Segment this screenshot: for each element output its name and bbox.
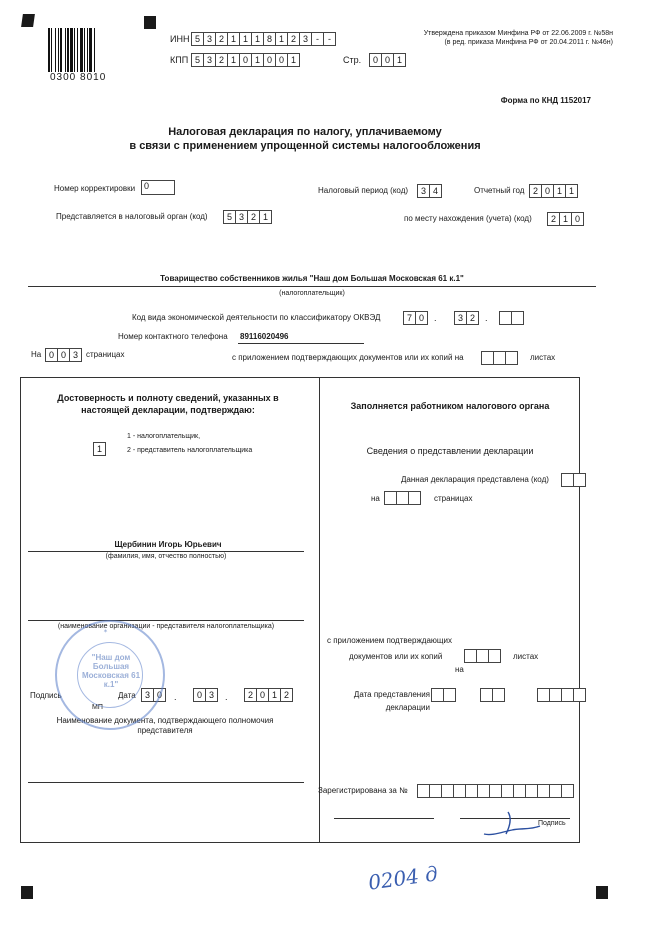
char-cell: 0	[193, 688, 206, 702]
char-cell: 3	[235, 210, 248, 224]
barcode-bar	[70, 28, 73, 72]
char-cell: 5	[191, 53, 204, 67]
report-year-cells	[530, 184, 578, 198]
okved-cells-b	[455, 311, 479, 325]
okved-label: Код вида экономической деятельности по классификатору ОКВЭД	[132, 313, 381, 322]
attach-line-2: документов или их копий	[349, 652, 443, 661]
barcode-number: 0300 8010	[50, 72, 107, 83]
signature-label: Подпись	[30, 691, 62, 700]
org-underline	[28, 620, 304, 621]
barcode-bar	[87, 28, 88, 72]
char-cell: 1	[251, 32, 264, 46]
okved-dot-1: .	[434, 313, 437, 323]
char-cell: -	[311, 32, 324, 46]
submitted-on-label: на	[371, 494, 380, 503]
char-cell: 8	[263, 32, 276, 46]
approved-line-1: Утверждена приказом Минфина РФ от 22.06.2009 г. №58н	[423, 30, 613, 37]
tax-period-label: Налоговый период (код)	[318, 186, 409, 195]
correction-field	[141, 180, 175, 195]
corner-marker-bottom-right	[596, 886, 608, 899]
panel-divider	[319, 377, 320, 842]
corner-marker-top-left	[21, 14, 35, 27]
barcode-bar	[58, 28, 59, 72]
char-cell: 1	[227, 32, 240, 46]
date-month-cells	[194, 688, 218, 702]
corner-marker-top-right	[144, 16, 156, 29]
char-cell: 1	[259, 210, 272, 224]
char-cell	[505, 351, 518, 365]
location-cells	[548, 212, 584, 226]
date-label: Дата	[118, 691, 136, 700]
attach-on-label: на	[455, 665, 464, 674]
tax-period-cells	[418, 184, 442, 198]
char-cell: 0	[45, 348, 58, 362]
char-cell: 1	[553, 184, 566, 198]
tax-authority-cells	[224, 210, 272, 224]
panel-left-border	[20, 377, 21, 842]
panel-bottom-border	[20, 842, 580, 843]
char-cell: 0	[541, 184, 554, 198]
correction-label: Номер корректировки	[54, 184, 136, 193]
submission-subheading: Сведения о представлении декларации	[366, 446, 534, 456]
correction-value: 0	[144, 181, 150, 191]
char-cell: 2	[215, 53, 228, 67]
char-cell: 1	[227, 53, 240, 67]
char-cell: 1	[287, 53, 300, 67]
pages-cells	[46, 348, 82, 362]
char-cell	[492, 688, 505, 702]
char-cell: 0	[153, 688, 166, 702]
char-cell	[408, 491, 421, 505]
char-cell: 0	[415, 311, 428, 325]
barcode-bar	[84, 28, 85, 72]
stamp-inner-circle	[77, 642, 143, 708]
char-cell: 2	[247, 210, 260, 224]
page-cells	[370, 53, 406, 67]
document-caption: Наименование документа, подтверждающего полномочия представителя	[56, 716, 274, 735]
taxpayer-underline	[28, 286, 596, 287]
submission-date-label-2: декларации	[385, 703, 430, 712]
attach-sheets-label: листах	[513, 652, 539, 661]
phone-value: 89116020496	[240, 332, 289, 341]
char-cell: 1	[275, 32, 288, 46]
char-cell: 1	[268, 688, 281, 702]
char-cell: 3	[141, 688, 154, 702]
char-cell: 3	[203, 53, 216, 67]
char-cell: 0	[239, 53, 252, 67]
submitted-pages-cells	[385, 491, 421, 505]
kpp-cells	[192, 53, 300, 67]
char-cell	[573, 473, 586, 487]
char-cell: 3	[205, 688, 218, 702]
char-cell	[511, 311, 524, 325]
char-cell: 0	[256, 688, 269, 702]
approved-line-2: (в ред. приказа Минфина РФ от 20.04.2011 г. №46н)	[444, 39, 613, 46]
pages-prefix: На	[31, 350, 42, 359]
date-year-cells	[245, 688, 293, 702]
barcode-bar	[51, 28, 52, 72]
char-cell: 1	[239, 32, 252, 46]
panel-top-border	[20, 377, 580, 378]
officer-name-line	[334, 818, 434, 819]
char-cell: 5	[223, 210, 236, 224]
char-cell: 2	[529, 184, 542, 198]
document-title-line-1: Налоговая декларация по налогу, уплачиваемому	[168, 126, 442, 138]
handwritten-note: 0204 д	[366, 861, 440, 895]
barcode-bar	[77, 28, 78, 72]
char-cell: 3	[69, 348, 82, 362]
form-code: Форма по КНД 1152017	[500, 96, 591, 105]
char-cell	[561, 784, 574, 798]
barcode-bar	[80, 28, 83, 72]
char-cell	[443, 688, 456, 702]
signer-option-1: 1 - налогоплательщик,	[127, 433, 201, 440]
attach-line-1: с приложением подтверждающих	[327, 636, 452, 645]
char-cell: -	[323, 32, 336, 46]
phone-label: Номер контактного телефона	[118, 332, 228, 341]
tax-officer-heading: Заполняется работником налогового органа	[350, 401, 550, 411]
char-cell: 1	[251, 53, 264, 67]
pages-suffix: страницах	[86, 350, 125, 359]
attach-cells	[482, 351, 518, 365]
signer-name-underline	[28, 551, 304, 552]
kpp-label: КПП	[170, 55, 189, 65]
attach-sheets-cells	[465, 649, 501, 663]
document-title-line-2: в связи с применением упрощенной системы налогообложения	[129, 140, 481, 152]
corner-marker-bottom-left	[21, 886, 33, 899]
registered-label: Зарегистрирована за №	[318, 786, 408, 795]
registration-number-cells	[418, 784, 574, 798]
signer-name-caption: (фамилия, имя, отчество полностью)	[105, 553, 227, 560]
inn-label: ИНН	[170, 34, 190, 44]
char-cell: 2	[466, 311, 479, 325]
okved-cells-a	[404, 311, 428, 325]
barcode-bar	[89, 28, 92, 72]
location-label: по месту нахождения (учета) (код)	[404, 214, 532, 223]
submission-day-cells	[432, 688, 456, 702]
submission-date-label-1: Дата представления	[353, 690, 430, 699]
barcode	[48, 28, 130, 72]
char-cell: 7	[403, 311, 416, 325]
submission-month-cells	[481, 688, 505, 702]
okved-cells-c	[500, 311, 524, 325]
panel-right-border	[579, 377, 580, 842]
char-cell: 4	[429, 184, 442, 198]
char-cell: 3	[299, 32, 312, 46]
attach-label: с приложением подтверждающих документов или их копий на	[232, 353, 464, 362]
char-cell: 5	[191, 32, 204, 46]
confirmation-heading: Достоверность и полноту сведений, указанных в настоящей декларации, подтверждаю:	[57, 393, 279, 415]
phone-underline	[238, 343, 364, 344]
barcode-bar	[74, 28, 75, 72]
barcode-bar	[94, 28, 95, 72]
officer-signature-scribble	[482, 808, 542, 840]
report-year-label: Отчетный год	[474, 186, 525, 195]
char-cell: 2	[547, 212, 560, 226]
char-cell: 3	[203, 32, 216, 46]
char-cell: 1	[559, 212, 572, 226]
barcode-bar	[55, 28, 56, 72]
document-underline	[28, 782, 304, 783]
char-cell: 1	[93, 442, 106, 456]
barcode-bar	[67, 28, 69, 72]
organization-stamp	[55, 620, 165, 730]
stamp-text: "Наш дом Большая Московская 61 к.1"	[81, 653, 141, 689]
char-cell: 0	[571, 212, 584, 226]
submitted-code-cells	[562, 473, 586, 487]
char-cell: 2	[244, 688, 257, 702]
inn-cells	[192, 32, 336, 46]
char-cell: 1	[393, 53, 406, 67]
taxpayer-caption: (налогоплательщик)	[279, 290, 345, 297]
char-cell	[488, 649, 501, 663]
char-cell: 2	[215, 32, 228, 46]
mp-label: МП	[92, 704, 103, 711]
page-label: Стр.	[343, 55, 362, 65]
char-cell: 0	[275, 53, 288, 67]
char-cell: 0	[369, 53, 382, 67]
org-caption: (наименование организации - представителя налогоплательщика)	[57, 623, 275, 630]
barcode-bar	[65, 28, 66, 72]
char-cell: 3	[454, 311, 467, 325]
char-cell: 1	[565, 184, 578, 198]
char-cell: 0	[57, 348, 70, 362]
submitted-pages-label: страницах	[434, 494, 473, 503]
okved-dot-2: .	[485, 313, 488, 323]
tax-authority-label: Представляется в налоговый орган (код)	[56, 212, 208, 221]
submitted-code-label: Данная декларация представлена (код)	[401, 475, 549, 484]
char-cell: 3	[417, 184, 430, 198]
signer-option-2: 2 - представитель налогоплательщика	[127, 447, 253, 454]
char-cell: 0	[263, 53, 276, 67]
signer-code-cell	[94, 442, 106, 456]
barcode-bar	[60, 28, 62, 72]
signer-full-name: Щербинин Игорь Юрьевич	[114, 540, 222, 549]
barcode-bar	[48, 28, 50, 72]
taxpayer-name: Товарищество собственников жилья "Наш дом Большая Московская 61 к.1"	[160, 274, 464, 283]
date-dot-2: .	[225, 692, 228, 702]
submission-year-cells	[538, 688, 586, 702]
char-cell: 0	[381, 53, 394, 67]
char-cell: 2	[280, 688, 293, 702]
attach-suffix: листах	[530, 353, 556, 362]
char-cell: 2	[287, 32, 300, 46]
officer-signature-caption: Подпись	[538, 820, 566, 827]
char-cell	[573, 688, 586, 702]
stamp-ring-mark: ✶	[103, 629, 109, 635]
date-dot-1: .	[174, 692, 177, 702]
